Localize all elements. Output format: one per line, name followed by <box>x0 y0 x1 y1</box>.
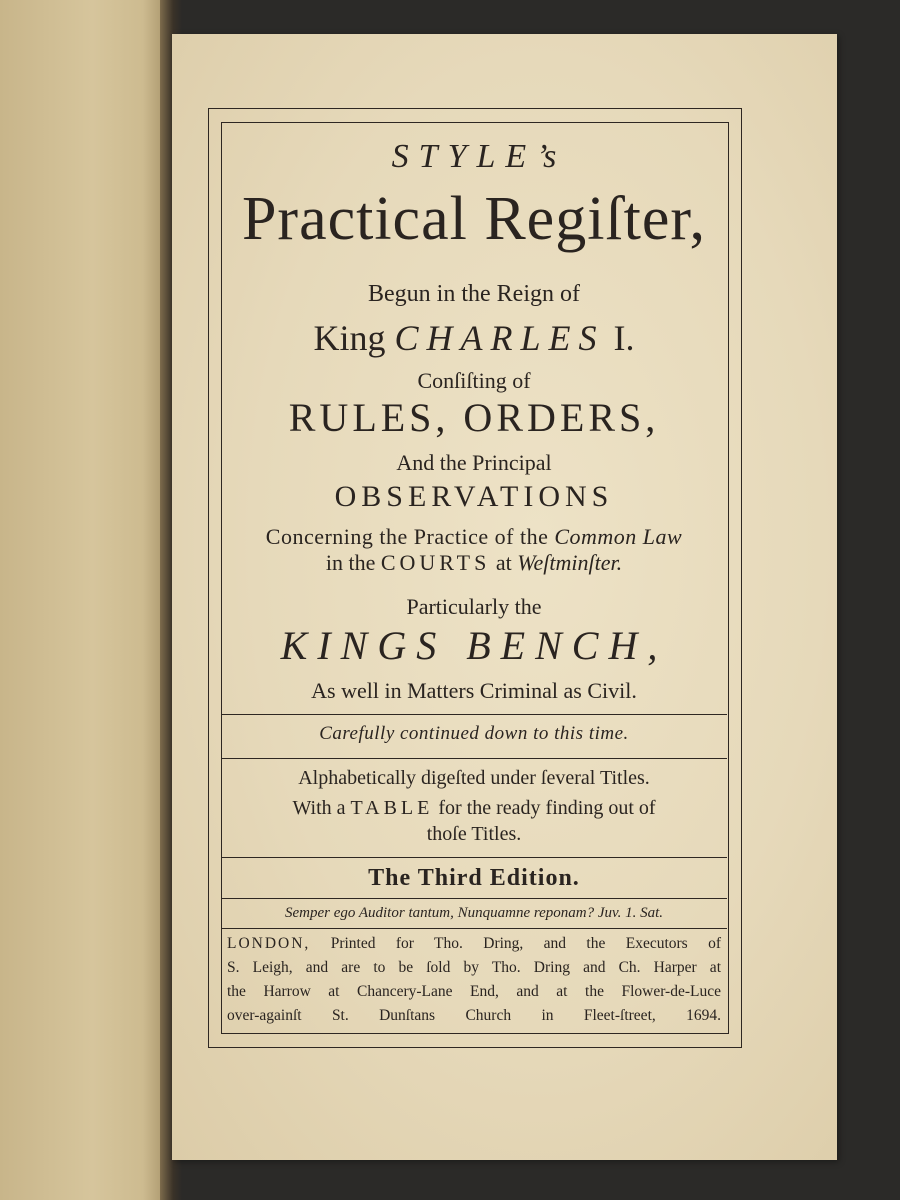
king-line <box>221 320 727 356</box>
author-name: STYLE <box>391 138 537 175</box>
concerning-line <box>221 526 727 548</box>
rule-4 <box>221 898 727 899</box>
imprint-line-3: the Harrow at Chancery-Lane End, and at the Flower-de-Luce <box>227 983 721 1000</box>
consisting-line: Conſiſting of <box>417 368 531 393</box>
with-table: TABLE <box>350 797 434 819</box>
title-page-text <box>221 122 727 1032</box>
particularly-line: Particularly the <box>406 594 542 619</box>
courts-at: at <box>495 550 512 575</box>
king-name: CHARLES <box>394 318 605 358</box>
principal-line: And the Principal <box>396 450 552 475</box>
title-page <box>172 34 837 1160</box>
courts-line <box>221 552 727 574</box>
imprint-line-4: over-againſt St. Dunſtans Church in Fleet-ſtreet, 1694. <box>227 1007 721 1024</box>
rule-5 <box>221 928 727 929</box>
carefully-line: Carefully continued down to this time. <box>319 723 629 744</box>
rule-2 <box>221 758 727 759</box>
begun-line: Begun in the Reign of <box>368 281 580 307</box>
imprint-city: LONDON, <box>227 935 311 952</box>
courts-pre: in the <box>325 550 376 575</box>
with-table-line <box>221 798 727 818</box>
rules-orders-line: RULES, ORDERS, <box>288 395 660 440</box>
rule-3 <box>221 857 727 858</box>
as-well-line: As well in Matters Criminal as Civil. <box>311 678 637 703</box>
courts-place: Weſtminſter. <box>517 550 623 575</box>
courts-word: COURTS <box>380 550 491 575</box>
author-possessive: ’s <box>536 138 557 175</box>
rule-1 <box>221 714 727 715</box>
king-prefix: King <box>313 318 386 358</box>
motto-line: Semper ego Auditor tantum, Nunquamne reponam? Juv. 1. Sat. <box>284 905 663 921</box>
imprint-line-2: S. Leigh, and are to be ſold by Tho. Dring and Ch. Harper at <box>227 959 721 976</box>
imprint-line-1 <box>227 936 721 952</box>
king-suffix: I. <box>613 318 635 358</box>
with-pre: With a <box>292 797 346 819</box>
imprint-line-1-text: Printed for Tho. Dring, and the Executors of <box>330 935 722 952</box>
observations-line: OBSERVATIONS <box>334 480 614 513</box>
concerning-text: Concerning the Practice of the <box>265 524 549 549</box>
with-post: for the ready finding out of <box>438 797 656 819</box>
author-line <box>221 140 727 174</box>
kings-bench-line: KINGS BENCH, <box>280 623 668 668</box>
common-law: Common Law <box>554 524 683 549</box>
alphabetically-line: Alphabetically digeſted under ſeveral Titles. <box>298 767 650 789</box>
facing-page <box>0 0 168 1200</box>
book-title: Practical Regiſter, <box>241 185 707 253</box>
those-titles-line: thoſe Titles. <box>426 823 522 845</box>
edition-line: The Third Edition. <box>368 865 580 891</box>
